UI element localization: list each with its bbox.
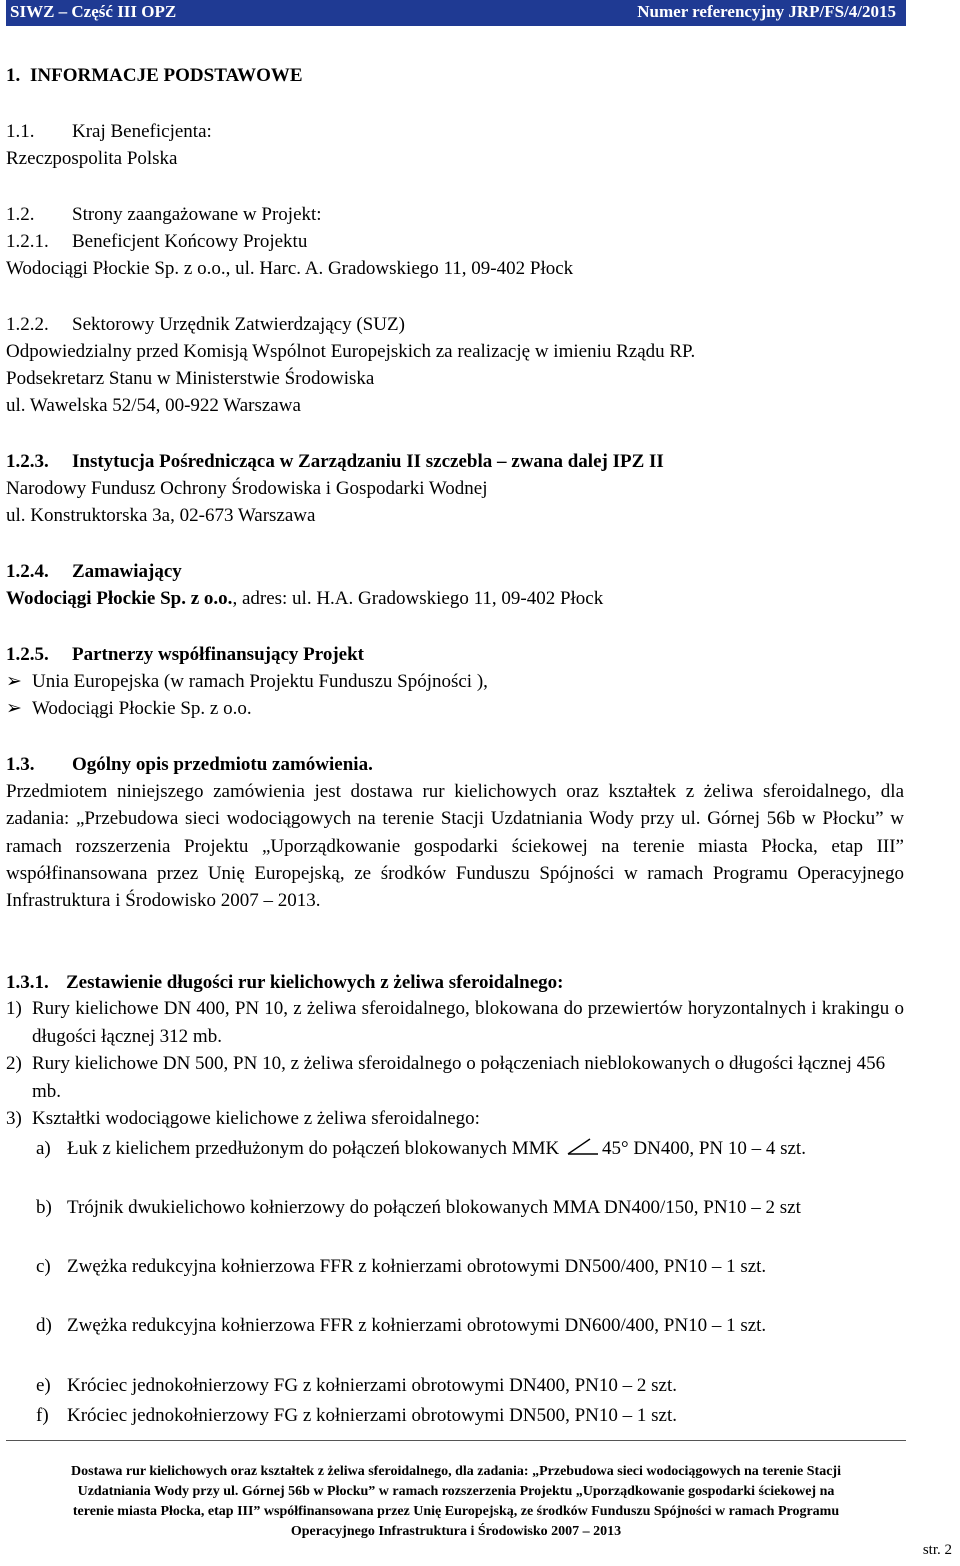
section-1-2-2-heading: 1.2.2. Sektorowy Urzędnik Zatwierdzający (SUZ) bbox=[6, 314, 405, 335]
list-item: 3) Kształtki wodociągowe kielichowe z żeliwa sferoidalnego: bbox=[6, 1108, 480, 1129]
section-1-2-heading: 1.2. Strony zaangażowane w Projekt: bbox=[6, 204, 322, 225]
section-1-3-heading: 1.3. Ogólny opis przedmiotu zamówienia. bbox=[6, 754, 373, 775]
arrow-bullet-icon: ➢ bbox=[6, 671, 22, 692]
contracting-authority-name: Wodociągi Płockie Sp. z o.o. bbox=[6, 588, 233, 609]
footer-line: terenie miasta Płocka, etap III” współfinansowana przez Unię Europejską, ze środków Funduszu Spójności w ramach Programu bbox=[72, 1504, 840, 1519]
sub-list-item: d) Zwężka redukcyjna kołnierzowa FFR z kołnierzami obrotowymi DN600/400, PN10 – 1 szt. bbox=[36, 1315, 767, 1336]
section-1-1-value: Rzeczpospolita Polska bbox=[6, 148, 178, 169]
section-1-heading: 1. INFORMACJE PODSTAWOWE bbox=[6, 65, 303, 86]
section-1-2-2-line: ul. Wawelska 52/54, 00-922 Warszawa bbox=[6, 395, 301, 416]
list-item: 2) Rury kielichowe DN 500, PN 10, z żeliwa sferoidalnego o połączeniach nieblokowanych o długości łącznej 456 mb. bbox=[6, 1053, 886, 1102]
page-header bbox=[6, 0, 906, 26]
list-item: 1) Rury kielichowe DN 400, PN 10, z żeliwa sferoidalnego, blokowana do przewiertów horyzontalnych i krakingu o długości łącznej 312 mb. bbox=[6, 998, 904, 1047]
section-1-3-1-heading: 1.3.1. Zestawienie długości rur kielichowych z żeliwa sferoidalnego: bbox=[6, 972, 564, 993]
contracting-authority-address: , adres: ul. H.A. Gradowskiego 11, 09-402 Płock bbox=[232, 588, 604, 609]
angle-icon bbox=[566, 1138, 600, 1156]
footer-line: Dostawa rur kielichowych oraz kształtek z żeliwa sferoidalnego, dla zadania: „Przebudowa sieci wodociągowych na terenie Stacji bbox=[71, 1464, 841, 1479]
sub-list-item: b) Trójnik dwukielichowo kołnierzowy do połączeń blokowanych MMA DN400/150, PN10 – 2 szt bbox=[36, 1197, 801, 1218]
section-1-2-3-heading: 1.2.3. Instytucja Pośrednicząca w Zarządzaniu II szczebla – zwana dalej IPZ II bbox=[6, 451, 664, 472]
section-1-2-2-line: Odpowiedzialny przed Komisją Wspólnot Europejskich za realizację w imieniu Rządu RP. bbox=[6, 341, 696, 362]
section-1-2-3-line: ul. Konstruktorska 3a, 02-673 Warszawa bbox=[6, 505, 316, 526]
header-document-title: SIWZ – Część III OPZ bbox=[10, 2, 177, 21]
section-1-2-1-heading: 1.2.1. Beneficjent Końcowy Projektu bbox=[6, 231, 308, 252]
sub-list-item: e) Króciec jednokołnierzowy FG z kołnierzami obrotowymi DN400, PN10 – 2 szt. bbox=[36, 1375, 677, 1396]
section-1-2-3-line: Narodowy Fundusz Ochrony Środowiska i Gospodarki Wodnej bbox=[6, 478, 488, 499]
list-item: ➢ Unia Europejska (w ramach Projektu Funduszu Spójności ), bbox=[6, 671, 488, 692]
page-footer bbox=[6, 1462, 906, 1542]
section-1-2-4-heading: 1.2.4. Zamawiający bbox=[6, 561, 182, 582]
sub-list-item: a) Łuk z kielichem przedłużonym do połączeń blokowanych MMK 45° DN400, PN 10 – 4 szt. bbox=[36, 1138, 806, 1159]
footer-line: Operacyjnego Infrastruktura i Środowisko 2007 – 2013 bbox=[290, 1524, 622, 1539]
list-item: ➢ Wodociągi Płockie Sp. z o.o. bbox=[6, 698, 252, 719]
footer-line: Uzdatniania Wody przy ul. Górnej 56b w Płocku” w ramach rozszerzenia Projektu „Uporządkowanie gospodarki ściekowej na bbox=[77, 1484, 835, 1499]
arrow-bullet-icon: ➢ bbox=[6, 698, 22, 719]
section-1-3-paragraph: Przedmiotem niniejszego zamówienia jest dostawa rur kielichowych oraz kształtek z żeliwa sferoidalnego, dla zadania: „Przebudowa sieci wodociągowych na terenie Stacji Uzdatniania Wody przy ul. Górnej 56b w Płocku” w ramach rozszerzenia Projektu „Uporządkowanie gospodarki ściekowej na terenie miasta Płocka, etap III” współfinansowana przez Unię Europejską, ze środków Funduszu Spójności w ramach Programu Operacyjnego Infrastruktura i Środowisko 2007 – 2013. bbox=[6, 781, 904, 912]
footer-divider bbox=[6, 1440, 906, 1441]
section-1-2-2-line: Podsekretarz Stanu w Ministerstwie Środowiska bbox=[6, 368, 375, 389]
page-number: str. 2 bbox=[922, 1542, 952, 1558]
sub-list-item: c) Zwężka redukcyjna kołnierzowa FFR z kołnierzami obrotowymi DN500/400, PN10 – 1 szt. bbox=[36, 1256, 767, 1277]
section-1-2-5-heading: 1.2.5. Partnerzy współfinansujący Projekt bbox=[6, 644, 365, 665]
sub-list-item: f) Króciec jednokołnierzowy FG z kołnierzami obrotowymi DN500, PN10 – 1 szt. bbox=[36, 1405, 677, 1426]
section-1-1-heading: 1.1. Kraj Beneficjenta: bbox=[6, 121, 212, 142]
section-1-2-4-value bbox=[6, 587, 603, 611]
header-reference-number: Numer referencyjny JRP/FS/4/2015 bbox=[637, 2, 896, 21]
section-1-2-1-value: Wodociągi Płockie Sp. z o.o., ul. Harc. A. Gradowskiego 11, 09-402 Płock bbox=[6, 258, 574, 279]
